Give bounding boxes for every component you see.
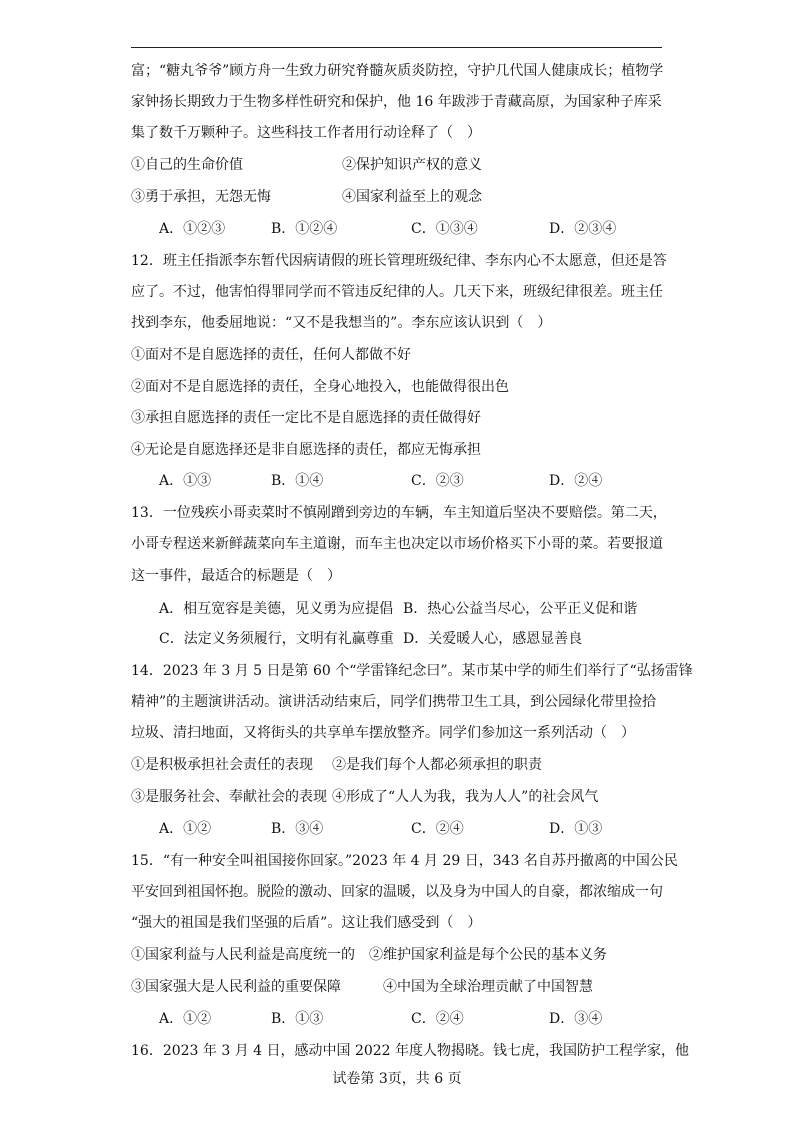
q13-option-b[interactable]: B．热心公益当尽心，公平正义促和谐 — [403, 601, 638, 617]
q11-text-line-3: 集了数千万颗种子。这些科技工作者用行动诠释了（ ） — [131, 125, 481, 141]
q16-text-line-1: 16．2023 年 3 月 4 日，感动中国 2022 年度人物揭晓。钱七虎，我国防护工程学家，他 — [131, 1043, 690, 1059]
q12-text-line-3: 找到李东，他委屈地说：“又不是我想当的”。李东应该认识到（ ） — [131, 315, 552, 331]
q11-option-b[interactable]: B．①②④ — [271, 221, 338, 237]
q13-options-row-2 — [131, 630, 662, 648]
q15-statement-4: ④中国为全球治理贡献了中国智慧 — [383, 979, 593, 995]
q15-options — [131, 1010, 662, 1028]
q15-text-line-2: 平安回到祖国怀抱。脱险的激动、回家的温暖，以及身为中国人的自豪，都浓缩成一句 — [131, 884, 663, 900]
q15-text-line-3: “强大的祖国是我们坚强的后盾”。这让我们感受到（ ） — [131, 915, 482, 931]
q14-statement-4: ④形成了“人人为我，我为人人”的社会风气 — [332, 789, 599, 805]
q14-statement-2: ②是我们每个人都必须承担的职责 — [332, 757, 542, 773]
q13-text-line-3: 这一事件，最适合的标题是（ ） — [131, 568, 341, 584]
q12-statement-3: ③承担自愿选择的责任一定比不是自愿选择的责任做得好 — [131, 410, 481, 426]
q11-options — [131, 220, 662, 238]
q15-text-line-1: 15．“有一种安全叫祖国接你回家。”2023 年 4 月 29 日，343 名自苏丹撤离的中国公民 — [131, 853, 678, 869]
q11-option-c[interactable]: C．①③④ — [411, 221, 478, 237]
q13-option-a[interactable]: A．相互宽容是美德，见义勇为应提倡 — [159, 601, 394, 617]
q11-option-a[interactable]: A．①②③ — [159, 221, 226, 237]
q15-statements-row-2 — [131, 978, 662, 996]
q15-statements-row-1 — [131, 946, 662, 964]
page-footer: 试卷第 3页，共 6 页 — [332, 1071, 462, 1087]
q11-text-line-1: 富；“糖丸爷爷”顾方舟一生致力研究脊髓灰质炎防控，守护几代国人健康成长；植物学 — [131, 63, 664, 79]
q12-statement-4: ④无论是自愿选择还是非自愿选择的责任，都应无悔承担 — [131, 442, 481, 458]
q12-option-a[interactable]: A．①③ — [159, 473, 212, 489]
q11-option-d[interactable]: D．②③④ — [549, 221, 617, 237]
header-rule — [131, 47, 662, 48]
q12-statement-2: ②面对不是自愿选择的责任，全身心地投入，也能做得很出色 — [131, 379, 509, 395]
q14-option-b[interactable]: B．③④ — [271, 821, 324, 837]
q15-option-b[interactable]: B．①③ — [271, 1011, 324, 1027]
q13-option-c[interactable]: C．法定义务须履行，文明有礼赢尊重 — [159, 631, 394, 647]
q15-statement-1: ①国家利益与人民利益是高度统一的 — [131, 947, 355, 963]
q14-statement-1: ①是积极承担社会责任的表现 — [131, 757, 313, 773]
q15-option-c[interactable]: C．②④ — [411, 1011, 464, 1027]
q11-statement-4: ④国家利益至上的观念 — [342, 189, 482, 205]
q11-statement-2: ②保护知识产权的意义 — [342, 157, 482, 173]
q11-text-line-2: 家钟扬长期致力于生物多样性研究和保护，他 16 年跋涉于青藏高原，为国家种子库采 — [131, 94, 662, 110]
q14-statements-row-2 — [131, 788, 662, 806]
q12-text-line-1: 12．班主任指派李东暂代因病请假的班长管理班级纪律、李东内心不太愿意，但还是答 — [131, 253, 667, 269]
q11-statement-1: ①自己的生命价值 — [131, 157, 243, 173]
q12-option-d[interactable]: D．②④ — [549, 473, 603, 489]
q14-option-c[interactable]: C．②④ — [411, 821, 464, 837]
q15-option-d[interactable]: D．③④ — [549, 1011, 603, 1027]
q12-option-c[interactable]: C．②③ — [411, 473, 464, 489]
q14-option-d[interactable]: D．①③ — [549, 821, 603, 837]
q11-statements-row-2 — [131, 188, 662, 206]
q14-text-line-2: 精神”的主题演讲活动。演讲活动结束后，同学们携带卫生工具，到公园绿化带里捡拾 — [131, 694, 657, 710]
q14-statements-row-1 — [131, 756, 662, 774]
q15-statement-3: ③国家强大是人民利益的重要保障 — [131, 979, 341, 995]
q13-options-row-1 — [131, 600, 662, 618]
q13-text-line-2: 小哥专程送来新鲜蔬菜向车主道谢，而车主也决定以市场价格买下小哥的菜。若要报道 — [131, 536, 663, 552]
q12-option-b[interactable]: B．①④ — [271, 473, 324, 489]
q11-statement-3: ③勇于承担，无怨无悔 — [131, 189, 271, 205]
q13-option-d[interactable]: D．关爱暖人心，感恩显善良 — [403, 631, 583, 647]
q14-option-a[interactable]: A．①② — [159, 821, 212, 837]
q14-options — [131, 820, 662, 838]
q12-options — [131, 472, 662, 490]
q13-text-line-1: 13．一位残疾小哥卖菜时不慎剐蹭到旁边的车辆，车主知道后坚决不要赔偿。第二天， — [131, 505, 667, 521]
q12-text-line-2: 应了。不过，他害怕得罪同学而不管违反纪律的人。几天下来，班级纪律很差。班主任 — [131, 284, 663, 300]
q12-statement-1: ①面对不是自愿选择的责任，任何人都做不好 — [131, 347, 411, 363]
q14-statement-3: ③是服务社会、奉献社会的表现 — [131, 789, 327, 805]
q14-text-line-3: 垃圾、清扫地面，又将街头的共享单车摆放整齐。同学们参加这一系列活动（ ） — [131, 725, 635, 741]
q15-statement-2: ②维护国家利益是每个公民的基本义务 — [369, 947, 607, 963]
q15-option-a[interactable]: A．①② — [159, 1011, 212, 1027]
q14-text-line-1: 14．2023 年 3 月 5 日是第 60 个“学雷锋纪念曰”。某市某中学的师生们举行了“弘扬雷锋 — [131, 663, 693, 679]
q11-statements-row-1 — [131, 156, 662, 174]
